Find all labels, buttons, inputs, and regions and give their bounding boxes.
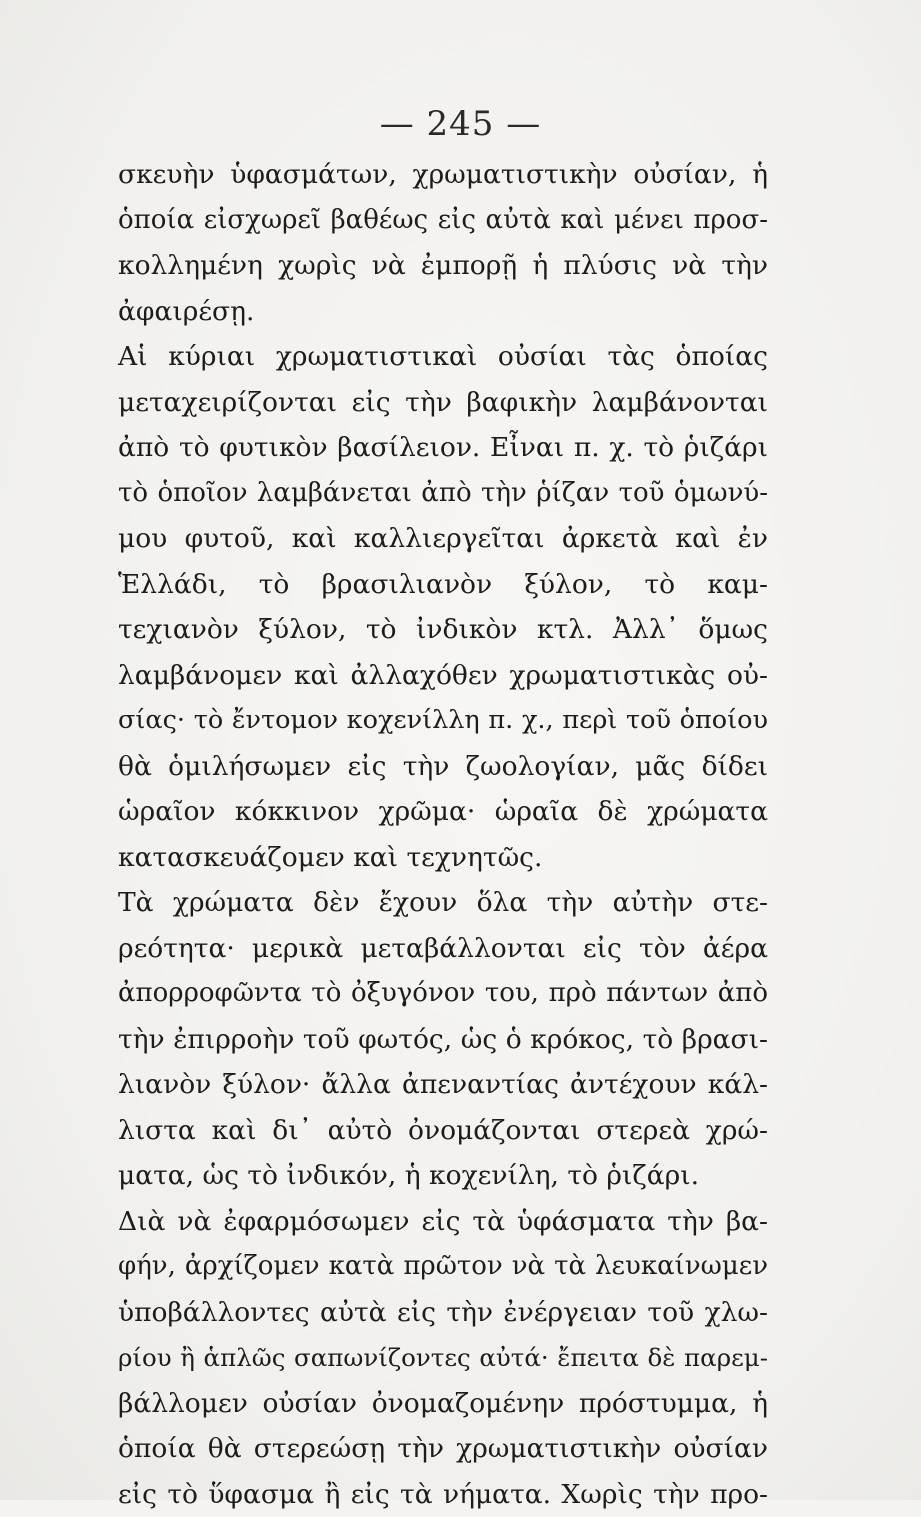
- text-line: ρίου ἢ ἁπλῶς σαπωνίζοντες αὐτά· ἔπειτα δὲ παρεμ-: [118, 1335, 768, 1381]
- text-line: σίας· τὸ ἔντομον κοχενίλλη π. χ., περὶ τοῦ ὁποίου: [118, 698, 768, 744]
- text-line: κολλημένη χωρὶς νὰ ἐμπορῇ ἡ πλύσις νὰ τὴν: [118, 243, 768, 289]
- text-line: ὡραῖον κόκκινον χρῶμα· ὡραῖα δὲ χρώματα: [118, 789, 768, 835]
- text-line: Διὰ νὰ ἐφαρμόσωμεν εἰς τὰ ὑφάσματα τὴν βα-: [118, 1199, 768, 1245]
- text-line: λιστα καὶ δι᾽ αὐτὸ ὀνομάζονται στερεὰ χρώ-: [118, 1108, 768, 1154]
- text-line: ὁποία εἰσχωρεῖ βαθέως εἰς αὐτὰ καὶ μένει προσ-: [118, 198, 768, 244]
- text-line: βάλλομεν οὐσίαν ὀνομαζομένην πρόστυμμα, ἡ: [118, 1381, 768, 1427]
- body-text: [118, 152, 768, 1517]
- text-line: θὰ ὁμιλήσωμεν εἰς τὴν ζωολογίαν, μᾶς δίδει: [118, 744, 768, 790]
- text-line: ἀπορροφῶντα τὸ ὀξυγόνον του, πρὸ πάντων ἀπὸ: [118, 971, 768, 1017]
- text-line: τεχιανὸν ξύλον, τὸ ἰνδικὸν κτλ. Ἀλλ᾽ ὅμως: [118, 607, 768, 653]
- text-line: ἀπὸ τὸ φυτικὸν βασίλειον. Εἶναι π. χ. τὸ ῥιζάρι: [118, 425, 768, 471]
- text-line: Ἑλλάδι, τὸ βρασιλιανὸν ξύλον, τὸ καμ-: [118, 562, 768, 608]
- text-line: λιανὸν ξύλον· ἄλλα ἀπεναντίας ἀντέχουν κάλ-: [118, 1062, 768, 1108]
- text-line: τὴν ἐπιρροὴν τοῦ φωτός, ὡς ὁ κρόκος, τὸ βρασι-: [118, 1017, 768, 1063]
- text-line: λαμβάνομεν καὶ ἀλλαχόθεν χρωματιστικὰς οὐ-: [118, 653, 768, 699]
- text-line: μου φυτοῦ, καὶ καλλιεργεῖται ἀρκετὰ καὶ ἐν: [118, 516, 768, 562]
- text-line: ματα, ὡς τὸ ἰνδικόν, ἡ κοχενίλη, τὸ ῥιζάρι.: [118, 1153, 768, 1199]
- text-line: μεταχειρίζονται εἰς τὴν βαφικὴν λαμβάνονται: [118, 380, 768, 426]
- page-number: — 245 —: [0, 104, 921, 144]
- text-line: κατασκευάζομεν καὶ τεχνητῶς.: [118, 835, 768, 881]
- text-line: τὸ ὁποῖον λαμβάνεται ἀπὸ τὴν ῥίζαν τοῦ ὁμωνύ-: [118, 471, 768, 517]
- text-line: φήν, ἀρχίζομεν κατὰ πρῶτον νὰ τὰ λευκαίνωμεν: [118, 1244, 768, 1290]
- text-line: ρεότητα· μερικὰ μεταβάλλονται εἰς τὸν ἀέρα: [118, 926, 768, 972]
- text-line: ὑποβάλλοντες αὐτὰ εἰς τὴν ἐνέργειαν τοῦ χλω-: [118, 1290, 768, 1336]
- text-line: ὁποία θὰ στερεώσῃ τὴν χρωματιστικὴν οὐσίαν: [118, 1426, 768, 1472]
- text-line: σκευὴν ὑφασμάτων, χρωματιστικὴν οὐσίαν, ἡ: [118, 152, 768, 198]
- text-line: ἀφαιρέσῃ.: [118, 289, 768, 335]
- text-line: εἰς τὸ ὕφασμα ἢ εἰς τὰ νήματα. Χωρὶς τὴν προ-: [118, 1472, 768, 1517]
- text-line: Τὰ χρώματα δὲν ἔχουν ὅλα τὴν αὐτὴν στε-: [118, 880, 768, 926]
- text-line: Αἱ κύριαι χρωματιστικαὶ οὐσίαι τὰς ὁποίας: [118, 334, 768, 380]
